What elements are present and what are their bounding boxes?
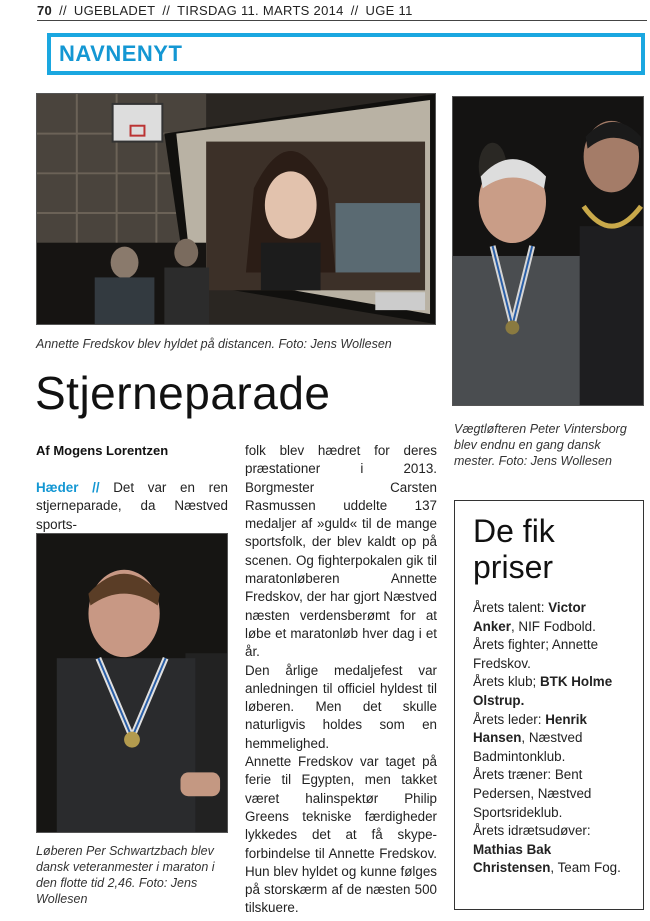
projection-screen-photo xyxy=(36,93,436,325)
article-body xyxy=(245,442,437,918)
prize-label: Årets idrætsudøver: xyxy=(473,823,591,839)
prize-winner: BTK Holme Olstrup. xyxy=(473,674,613,708)
section-banner xyxy=(47,33,645,75)
body-paragraph: folk blev hædret for deres præstationer i 2013. Borgmester Carsten Rasmussen uddelte 137 medaljer af »guld« til de mange sportsfolk, der blev kaldt op på scenen. Og fighterpokalen gik til maratonløberen Annette Fredskov, der har gjort Næstved næsten verdensberømt for at løbe et maratonløb hver dag i et år. xyxy=(245,443,437,660)
prize-label: Årets leder: xyxy=(473,711,542,727)
article-headline: Stjerneparade xyxy=(35,367,331,419)
article-kicker: Hæder // xyxy=(36,480,100,495)
page-header: 70 // UGEBLADET // TIRSDAG 11. MARTS 2014 // UGE 11 xyxy=(37,3,647,21)
prize-label: Årets klub; xyxy=(473,674,537,690)
runner-photo-caption: Løberen Per Schwartzbach blev dansk veteranmester i maraton i den flotte tid 2,46. Foto: Jens Wollesen xyxy=(36,844,215,906)
prize-label: Årets talent: xyxy=(473,600,545,615)
prize-entry xyxy=(473,711,629,767)
prize-entry xyxy=(473,636,629,673)
body-paragraph: Den årlige medaljefest var anledningen til officiel hyldest til løberen. Men det skulle naturligvis holdes som en hemmelighed. xyxy=(245,662,437,751)
prize-detail: , NIF Fodbold. xyxy=(510,618,596,634)
weightlifter-photo xyxy=(452,96,644,406)
body-paragraph: Annette Fredskov var taget på ferie til Egypten, men takket været halinspektør Philip Greens tekniske færdigheder lykkedes det at få skype-forbindelse til Annette Fredskov. Hun blev hyldet og kunne følges på storskærm af de næsten 500 tilskuere. xyxy=(245,754,437,916)
prize-detail: , Næstved Badmintonklub. xyxy=(473,730,583,764)
issue-date: TIRSDAG 11. MARTS 2014 xyxy=(177,3,344,18)
screen-photo-caption: Annette Fredskov blev hyldet på distancen. Foto: Jens Wollesen xyxy=(36,337,392,351)
prize-label: Årets træner: xyxy=(473,767,552,783)
prize-box-title: De fik priser xyxy=(473,513,555,585)
prize-entry xyxy=(473,599,629,636)
prize-list-box xyxy=(454,500,644,910)
prize-entry xyxy=(473,822,629,878)
prize-detail: , Team Fog. xyxy=(550,860,621,876)
prize-detail: Annette Fredskov. xyxy=(473,637,599,671)
prize-entry xyxy=(473,673,629,710)
prize-winner: Victor Anker xyxy=(473,600,586,634)
prize-winner: Henrik Hansen xyxy=(473,711,587,746)
publication-name: UGEBLADET xyxy=(73,3,156,18)
section-title: NAVNENYT xyxy=(51,37,641,71)
article-lead xyxy=(36,479,228,534)
prize-entry xyxy=(473,766,629,822)
runner-photo xyxy=(36,533,228,833)
lead-text: Det var en ren stjerneparade, da Næstved sports- xyxy=(36,480,228,532)
prize-label: Årets fighter; xyxy=(473,637,549,653)
prize-winner: Mathias Bak Christensen xyxy=(473,841,552,876)
article-byline: Af Mogens Lorentzen xyxy=(36,443,169,458)
issue-week: UGE 11 xyxy=(365,3,413,18)
weightlifter-photo-caption: Vægtløfteren Peter Vintersborg blev endnu en gang dansk mester. Foto: Jens Wollesen xyxy=(454,422,627,468)
prize-detail: Bent Pedersen, Næstved Sportsrideklub. xyxy=(473,767,592,820)
page-number: 70 xyxy=(37,3,53,18)
